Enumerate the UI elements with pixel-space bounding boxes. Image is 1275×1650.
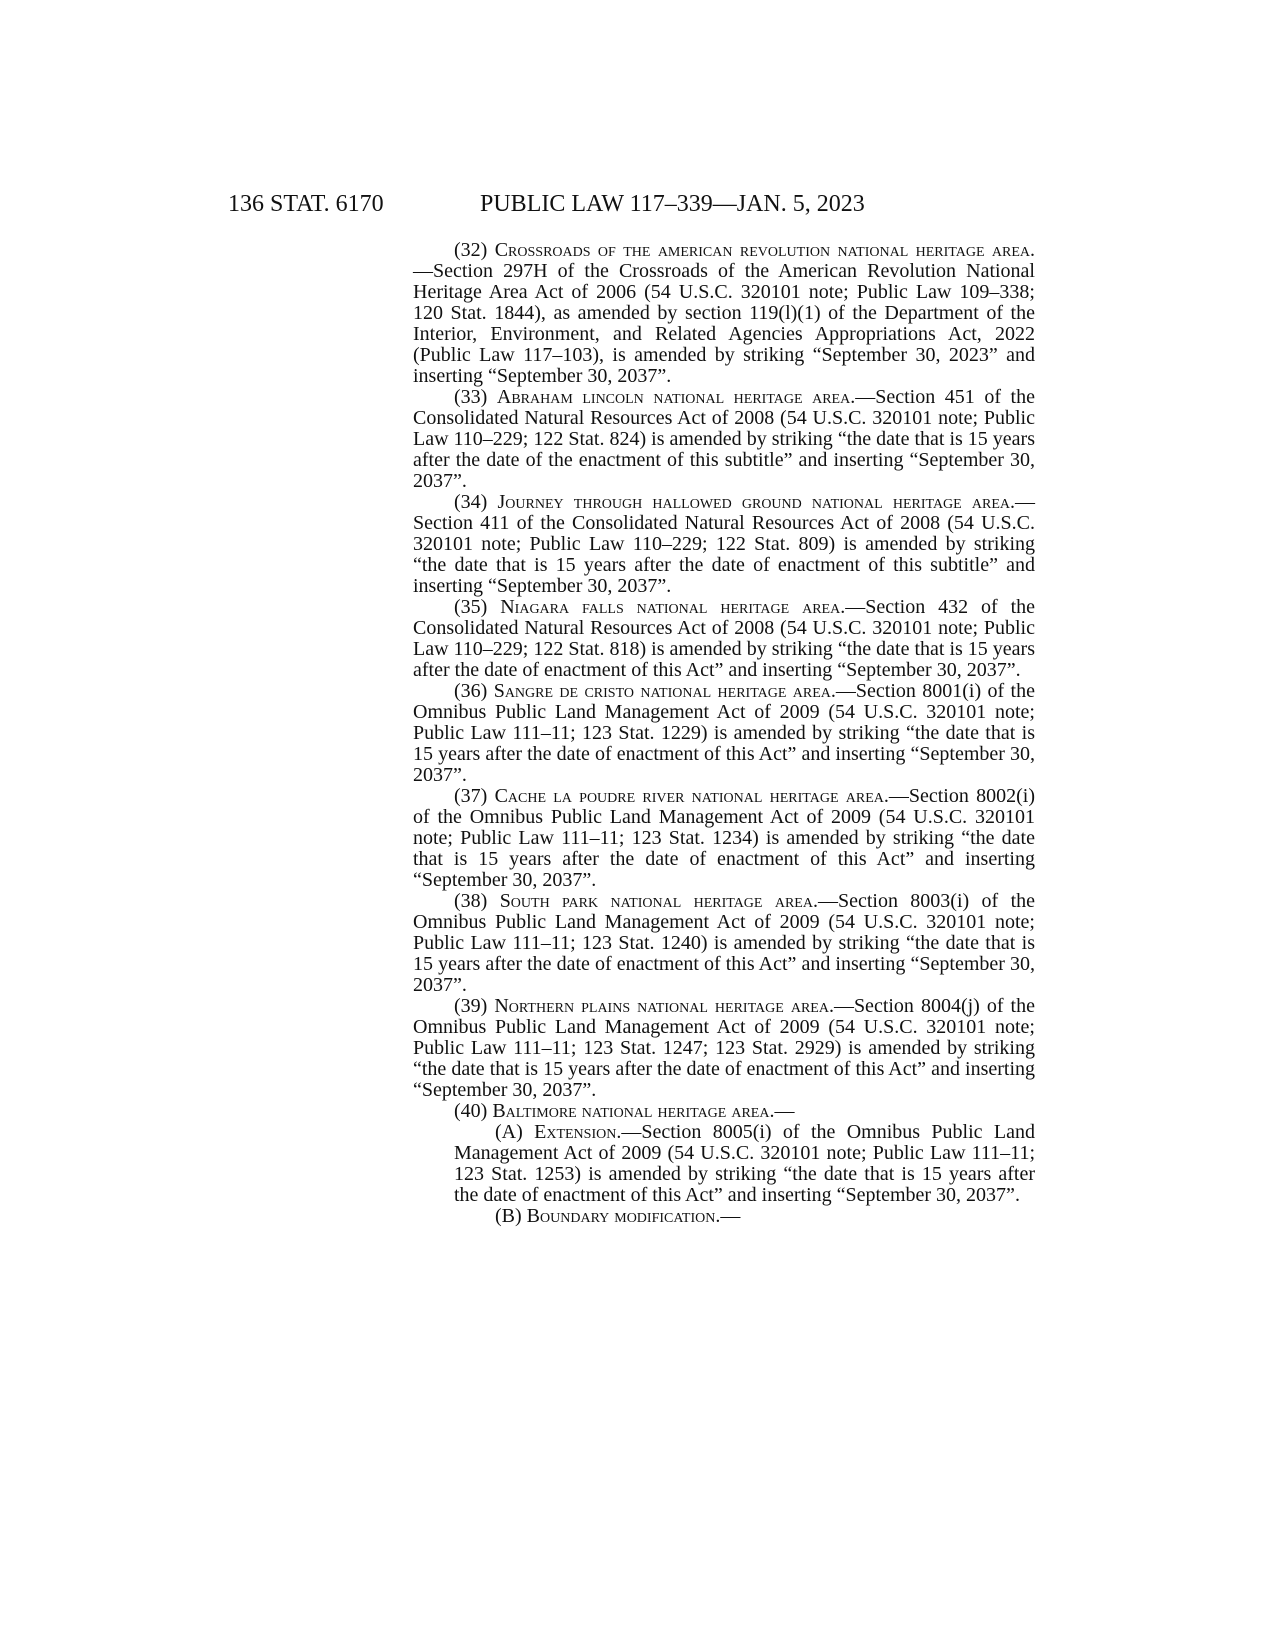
paragraph-text: .—Section 8003(i) of the Omnibus Public Land Management Act of 2009 (54 U.S.C. 320101 note; Public Law 111–11; 123 Stat. 1240) is amended by striking “the date that is 15 years after the date of enactment of this Act” and inserting “September 30, 2037”. [413, 890, 1035, 996]
paragraph-heading: Cache la poudre river national heritage area [494, 785, 884, 807]
paragraph-35 [413, 597, 1035, 681]
subparagraph-heading: Boundary modification [526, 1205, 716, 1227]
paragraph-37 [413, 786, 1035, 891]
paragraph-number: (40) [454, 1100, 493, 1122]
statute-citation: 136 STAT. 6170 [228, 191, 384, 217]
paragraph-heading: South park national heritage area [499, 890, 813, 912]
paragraph-text: .—Section 432 of the Consolidated Natural Resources Act of 2008 (54 U.S.C. 320101 note; Public Law 110–229; 122 Stat. 818) is amended by striking “the date that is 15 years after the date of enactment of this Act” and inserting “September 30, 2037”. [413, 596, 1036, 681]
page-header [0, 186, 1275, 222]
paragraph-heading: Crossroads of the american revolution national heritage area [494, 239, 1030, 261]
paragraph-text: .— [769, 1100, 795, 1122]
paragraph-34 [413, 492, 1035, 597]
subparagraph-text: .—Section 8005(i) of the Omnibus Public Land Management Act of 2009 (54 U.S.C. 320101 note; Public Law 111–11; 123 Stat. 1253) is amended by striking “the date that is 15 years after the date of enactment of this Act” and inserting “September 30, 2037”. [454, 1121, 1035, 1206]
paragraph-heading: Sangre de cristo national heritage area [493, 680, 831, 702]
paragraph-number: (32) [454, 239, 495, 261]
paragraph-39 [413, 996, 1035, 1101]
subparagraph-a [454, 1122, 1035, 1206]
paragraph-32 [413, 240, 1035, 387]
paragraph-number: (36) [454, 680, 494, 702]
document-body [413, 240, 1035, 1227]
paragraph-text: .—Section 8002(i) of the Omnibus Public Land Management Act of 2009 (54 U.S.C. 320101 note; Public Law 111–11; 123 Stat. 1234) is amended by striking “the date that is 15 years after the date of enactment of this Act” and inserting “September 30, 2037”. [413, 785, 1035, 891]
paragraph-heading: Niagara falls national heritage area [500, 596, 841, 618]
subparagraph-heading: Extension [534, 1121, 617, 1143]
paragraph-text: .—Section 451 of the Consolidated Natural Resources Act of 2008 (54 U.S.C. 320101 note; Public Law 110–229; 122 Stat. 824) is amended by striking “the date that is 15 years after the date of the enactment of this subtitle” and inserting “September 30, 2037”. [413, 386, 1035, 492]
paragraph-number: (35) [454, 596, 501, 618]
paragraph-40 [413, 1101, 1035, 1122]
law-title: PUBLIC LAW 117–339—JAN. 5, 2023 [480, 191, 865, 217]
paragraph-33 [413, 387, 1035, 492]
paragraph-number: (39) [454, 995, 495, 1017]
paragraph-number: (38) [454, 890, 500, 912]
paragraph-text: .—Section 297H of the Crossroads of the American Revolution National Heritage Area Act of 2006 (54 U.S.C. 320101 note; Public Law 109–338; 120 Stat. 1844), as amended by section 119(l)(1) of the Department of the Interior, Environment, and Related Agencies Appropriations Act, 2022 (Public Law 117–103), is amended by striking “September 30, 2023” and inserting “September 30, 2037”. [413, 239, 1035, 387]
paragraph-text: .—Section 411 of the Consolidated Natural Resources Act of 2008 (54 U.S.C. 320101 note; Public Law 110–229; 122 Stat. 809) is amended by striking “the date that is 15 years after the date of enactment of this subtitle” and inserting “September 30, 2037”. [413, 491, 1036, 597]
paragraph-number: (37) [454, 785, 495, 807]
subparagraph-number: (B) [495, 1205, 527, 1227]
subparagraph-text: .— [715, 1205, 741, 1227]
paragraph-text: .—Section 8004(j) of the Omnibus Public Land Management Act of 2009 (54 U.S.C. 320101 note; Public Law 111–11; 123 Stat. 1247; 123 Stat. 2929) is amended by striking “the date that is 15 years after the date of enactment of this Act” and inserting “September 30, 2037”. [413, 995, 1035, 1101]
paragraph-heading: Baltimore national heritage area [492, 1100, 770, 1122]
paragraph-number: (34) [454, 491, 498, 513]
paragraph-36 [413, 681, 1035, 786]
paragraph-heading: Northern plains national heritage area [494, 995, 829, 1017]
subparagraph-b [454, 1206, 1035, 1227]
paragraph-heading: Journey through hallowed ground national heritage area [497, 491, 1011, 513]
paragraph-38 [413, 891, 1035, 996]
paragraph-number: (33) [454, 386, 497, 408]
paragraph-text: .—Section 8001(i) of the Omnibus Public Land Management Act of 2009 (54 U.S.C. 320101 note; Public Law 111–11; 123 Stat. 1229) is amended by striking “the date that is 15 years after the date of enactment of this Act” and inserting “September 30, 2037”. [413, 680, 1035, 786]
subparagraph-number: (A) [495, 1121, 535, 1143]
paragraph-heading: Abraham lincoln national heritage area [496, 386, 851, 408]
